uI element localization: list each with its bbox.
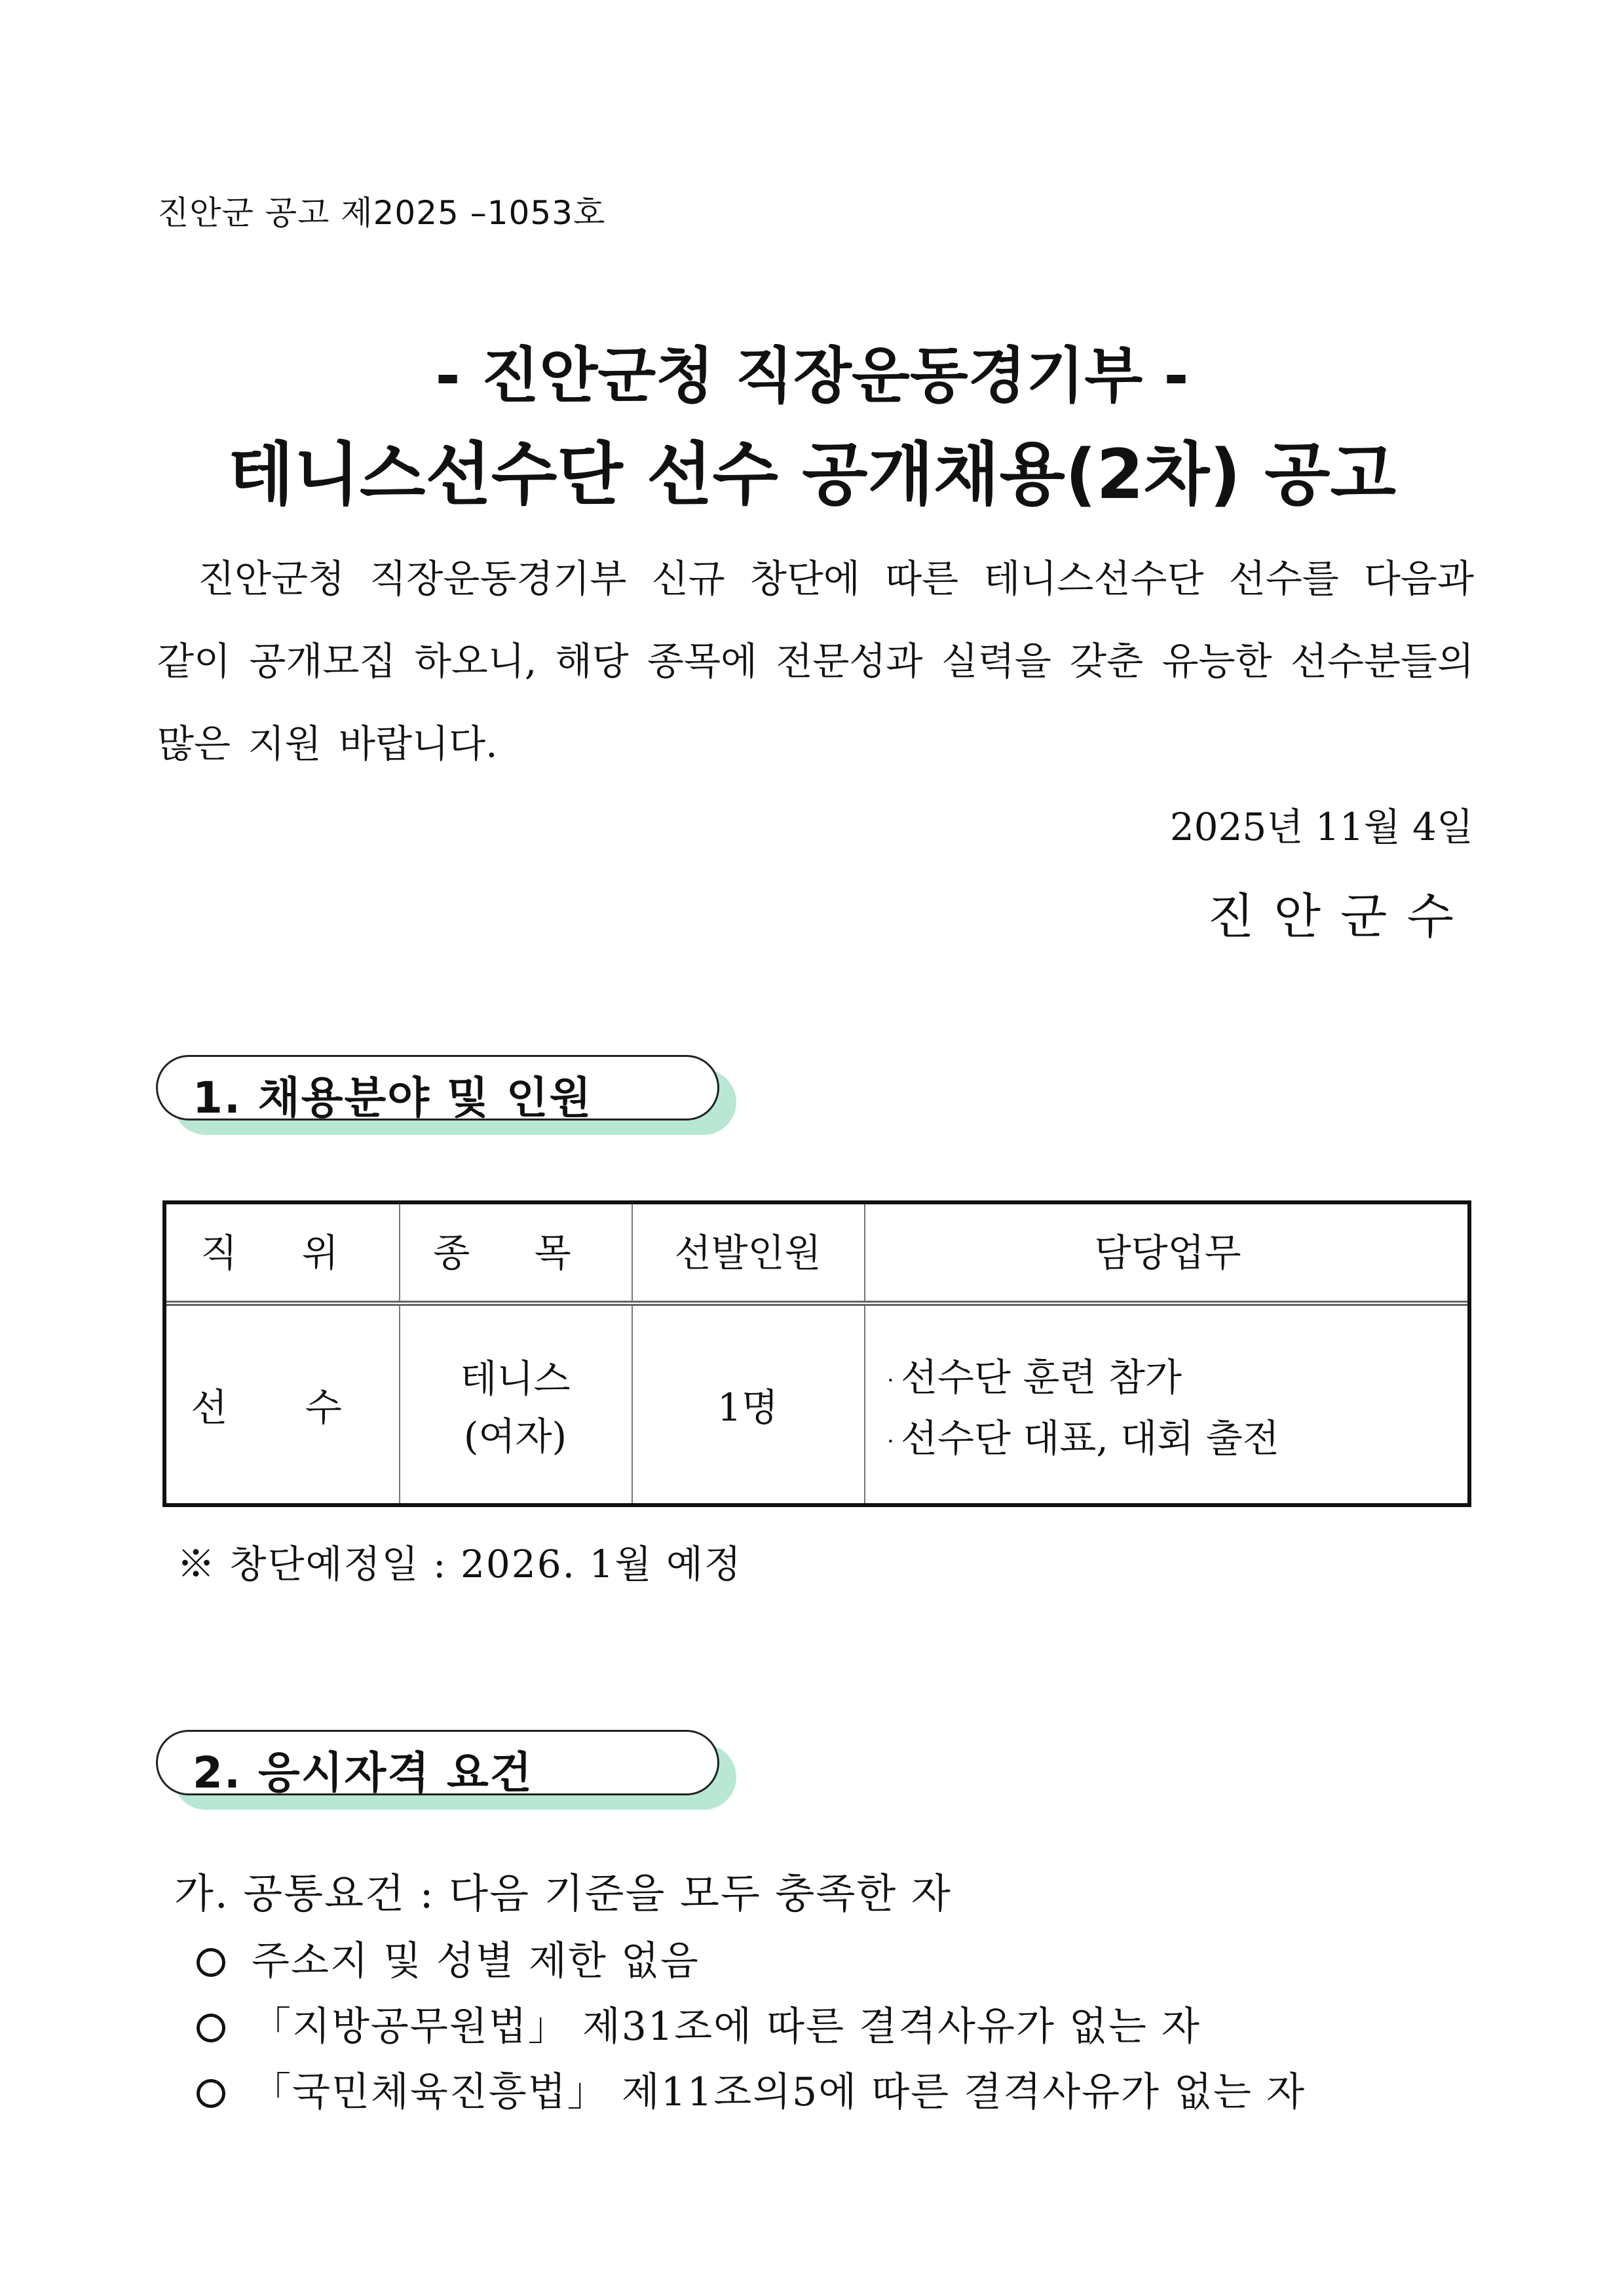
section-header-eligibility <box>156 1730 732 1802</box>
intro-paragraph: 진안군청 직장운동경기부 신규 창단에 따른 테니스선수단 선수를 다음과 같이 공개모집 하오니, 해당 종목에 전문성과 실력을 갖춘 유능한 선수분들의 많은 지원 바랍니다. <box>157 556 1474 766</box>
section-title: 2. 응시자격 요건 <box>193 1748 533 1798</box>
table-cell-sport <box>399 1308 632 1507</box>
founding-date-note: ※ 창단예정일 : 2026. 1월 예정 <box>177 1542 742 1586</box>
section-title: 1. 채용분야 및 인원 <box>193 1073 593 1123</box>
table-header-rule <box>166 1301 1467 1306</box>
issuer-name: 진안군수 <box>1207 889 1473 945</box>
bullet-circle-icon <box>197 1948 225 1977</box>
table-cell-duties <box>887 1349 1279 1470</box>
bullet-circle-icon <box>197 2014 225 2042</box>
requirement-item: 「국민체육진흥법」 제11조의5에 따른 결격사유가 없는 자 <box>197 2061 1306 2117</box>
notice-number: 진안군 공고 제2025 –1053호 <box>157 194 606 232</box>
table-header-count: 선발인원 <box>674 1230 821 1275</box>
section-header-recruitment <box>156 1055 732 1127</box>
table-header-duties: 담당업무 <box>1094 1230 1241 1275</box>
sport-name: 테니스 <box>460 1356 571 1401</box>
table-cell-position: 선 수 <box>191 1385 375 1430</box>
table-cell-count: 1명 <box>717 1385 778 1430</box>
sport-category: (여자) <box>463 1414 567 1459</box>
bullet-circle-icon <box>197 2079 225 2108</box>
page-title: 테니스선수단 선수 공개채용(2차) 공고 <box>227 434 1396 514</box>
recruitment-table <box>162 1200 1471 1507</box>
table-header-sport: 종 목 <box>433 1230 597 1275</box>
requirements-subtitle: 가. 공통요건 : 다음 기준을 모두 충족한 자 <box>174 1869 952 1917</box>
duty-item: · 선수단 대표, 대회 출전 <box>887 1415 1279 1461</box>
requirement-item: 주소지 및 성별 제한 없음 <box>197 1930 700 1986</box>
requirement-item: 「지방공무원법」 제31조에 따른 결격사유가 없는 자 <box>197 1995 1201 2052</box>
announcement-date: 2025년 11월 4일 <box>1169 805 1473 849</box>
table-header-position: 직 위 <box>200 1230 365 1275</box>
duty-item: · 선수단 훈련 참가 <box>887 1355 1182 1400</box>
title-subheading: - 진안군청 직장운동경기부 - <box>435 341 1189 411</box>
